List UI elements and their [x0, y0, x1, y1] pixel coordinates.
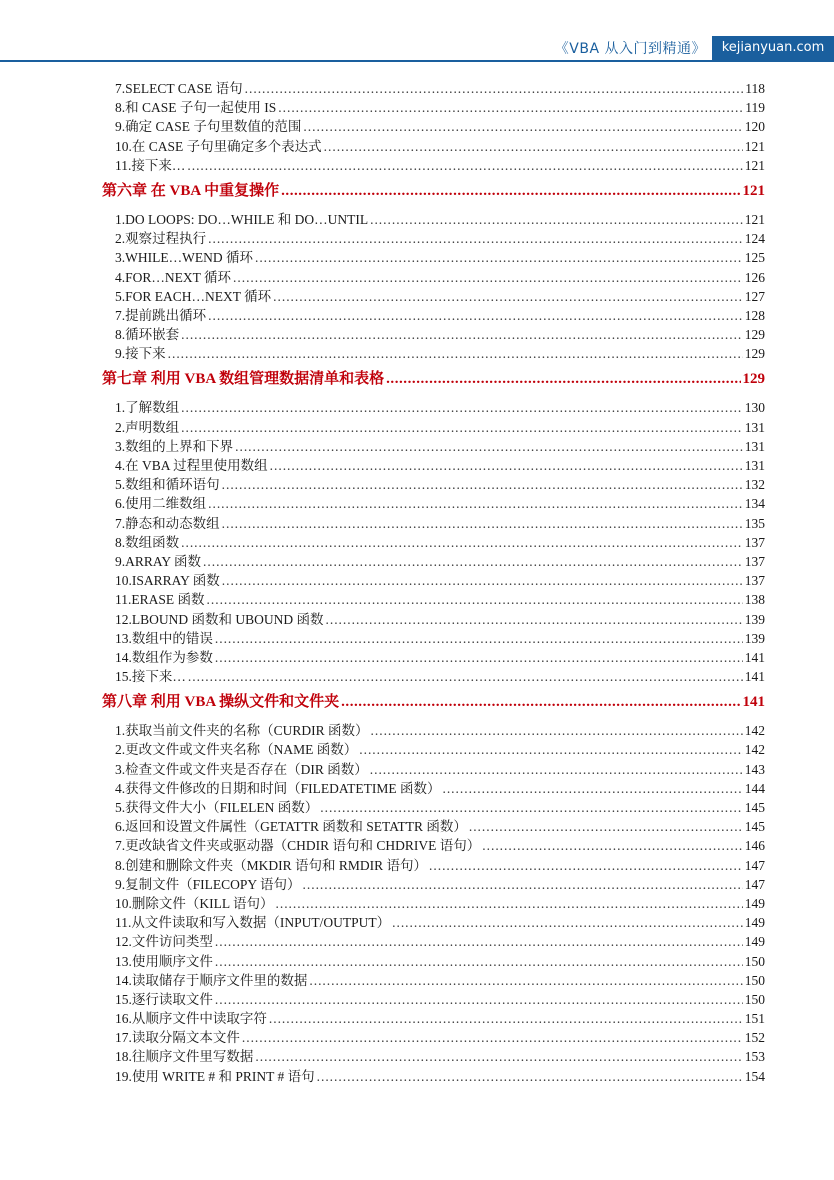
dot-leader [371, 721, 743, 740]
dot-leader [320, 798, 743, 817]
dot-leader [208, 229, 743, 248]
toc-page-number: 137 [744, 573, 765, 589]
toc-entry-title: 18.往顺序文件里写数据 [115, 1049, 254, 1065]
toc-entry[interactable] [115, 98, 765, 117]
chapter-title: 第七章 利用 VBA 数组管理数据清单和表格 [102, 371, 385, 388]
dot-leader [203, 552, 743, 571]
toc-page-number: 121 [744, 138, 765, 154]
chapter-page-number: 141 [742, 694, 765, 711]
toc-entry-title: 5.FOR EACH…NEXT 循环 [115, 288, 272, 304]
toc-entry[interactable] [115, 475, 765, 494]
chapter-heading[interactable] [102, 690, 765, 714]
toc-entry-title: 4.获得文件修改的日期和时间（FILEDATETIME 函数） [115, 780, 441, 796]
toc-entry-title: 2.更改文件或文件夹名称（NAME 函数） [115, 742, 358, 758]
toc-page-number: 147 [744, 876, 765, 892]
toc-entry[interactable] [115, 779, 765, 798]
dot-leader [341, 690, 740, 714]
toc-entry[interactable] [115, 210, 765, 229]
toc-entry[interactable] [115, 798, 765, 817]
toc-page-number: 145 [744, 800, 765, 815]
toc-entry[interactable] [115, 932, 765, 951]
dot-leader [215, 648, 743, 667]
toc-page-number: 132 [744, 477, 765, 493]
dot-leader [187, 156, 742, 175]
toc-entry[interactable] [115, 971, 765, 990]
toc-entry[interactable] [115, 552, 765, 571]
toc-entry-title: 16.从顺序文件中读取字符 [115, 1011, 267, 1027]
toc-entry-title: 10.ISARRAY 函数 [115, 573, 220, 589]
dot-leader [215, 990, 743, 1009]
toc-entry[interactable] [115, 1067, 765, 1086]
dot-leader [207, 590, 743, 609]
toc-entry-title: 12.文件访问类型 [115, 934, 213, 950]
toc-entry[interactable] [115, 1028, 765, 1047]
toc-page-number: 141 [744, 649, 765, 665]
dot-leader [181, 533, 743, 552]
dot-leader [317, 1067, 743, 1086]
dot-leader [482, 836, 742, 855]
toc-entry-title: 1.DO LOOPS: DO…WHILE 和 DO…UNTIL [115, 211, 369, 227]
chapter-heading[interactable] [102, 179, 765, 203]
toc-entry[interactable] [115, 913, 765, 932]
toc-page-number: 138 [744, 592, 765, 608]
dot-leader [303, 875, 743, 894]
dot-leader [359, 740, 743, 759]
toc-page-number: 139 [744, 630, 765, 646]
toc-entry-title: 7.提前跳出循环 [115, 307, 207, 323]
toc-page-number: 154 [744, 1068, 765, 1084]
dot-leader [370, 760, 743, 779]
toc-entry[interactable] [115, 648, 765, 667]
dot-leader [442, 779, 742, 798]
toc-page-number: 142 [744, 742, 765, 758]
toc-entry[interactable] [115, 740, 765, 759]
dot-leader [181, 418, 743, 437]
toc-page-number: 130 [744, 400, 765, 416]
dot-leader [309, 971, 742, 990]
toc-entry-title: 7.更改缺省文件夹或驱动器（CHDIR 语句和 CHDRIVE 语句） [115, 838, 481, 854]
toc-entry[interactable] [115, 836, 765, 855]
dot-leader [188, 667, 743, 686]
toc-page-number: 135 [744, 515, 765, 531]
chapter-page-number: 121 [742, 182, 765, 199]
toc-entry-title: 2.观察过程执行 [115, 231, 207, 247]
toc-entry-title: 12.LBOUND 函数和 UBOUND 函数 [115, 611, 324, 627]
toc-entry[interactable] [115, 418, 765, 437]
toc-entry-title: 4.在 VBA 过程里使用数组 [115, 458, 268, 473]
toc-page-number: 131 [744, 438, 765, 454]
toc-entry[interactable] [115, 514, 765, 533]
page-header [0, 36, 834, 64]
toc-entry-title: 10.在 CASE 子句里确定多个表达式 [115, 138, 322, 154]
toc-entry-title: 13.使用顺序文件 [115, 953, 213, 969]
toc-entry[interactable] [115, 229, 765, 248]
toc-page-number: 119 [745, 100, 765, 116]
toc-page-number: 151 [744, 1011, 765, 1027]
dot-leader [324, 137, 743, 156]
toc-entry[interactable] [115, 817, 765, 836]
dot-leader [222, 475, 743, 494]
toc-entry-title: 5.获得文件大小（FILELEN 函数） [115, 800, 319, 815]
dot-leader [215, 629, 743, 648]
toc-entry[interactable] [115, 344, 765, 363]
dot-leader [255, 1047, 742, 1066]
toc-page-number: 142 [744, 723, 765, 739]
toc-entry-title: 11.ERASE 函数 [115, 592, 205, 608]
toc-entry[interactable] [115, 79, 765, 98]
dot-leader [303, 117, 742, 136]
toc-entry[interactable] [115, 952, 765, 971]
toc-entry-title: 9.复制文件（FILECOPY 语句） [115, 876, 301, 892]
toc-page-number: 127 [744, 288, 765, 304]
toc-entry-title: 3.数组的上界和下界 [115, 438, 234, 454]
toc-entry[interactable] [115, 494, 765, 513]
toc-page-number: 131 [744, 458, 765, 473]
toc-page-number: 147 [744, 857, 765, 873]
toc-entry-title: 11.接下来… [115, 157, 186, 173]
dot-leader [222, 571, 743, 590]
dot-leader [215, 952, 743, 971]
toc-entry-title: 10.删除文件（KILL 语句） [115, 895, 274, 911]
toc-page-number: 149 [744, 934, 765, 950]
chapter-heading[interactable] [102, 367, 765, 391]
dot-leader [269, 1009, 743, 1028]
toc-entry[interactable] [115, 760, 765, 779]
toc-entry-title: 14.读取储存于顺序文件里的数据 [115, 972, 308, 988]
toc-entry-title: 1.获取当前文件夹的名称（CURDIR 函数） [115, 723, 369, 739]
toc-entry[interactable] [115, 248, 765, 267]
dot-leader [469, 817, 743, 836]
dot-leader [181, 325, 743, 344]
toc-page-number: 121 [744, 211, 765, 227]
toc-entry-title: 15.逐行读取文件 [115, 991, 213, 1007]
site-badge: kejianyuan.com [712, 36, 834, 60]
toc-page-number: 137 [744, 553, 765, 569]
dot-leader [222, 514, 743, 533]
header-rule [0, 60, 834, 62]
dot-leader [255, 248, 743, 267]
toc-entry[interactable] [115, 268, 765, 287]
toc-page-number: 137 [744, 534, 765, 550]
dot-leader [235, 437, 743, 456]
dot-leader [392, 913, 743, 932]
toc-entry[interactable] [115, 629, 765, 648]
toc-page-number: 149 [744, 895, 765, 911]
toc-entry[interactable] [115, 456, 765, 475]
toc-entry[interactable] [115, 287, 765, 306]
toc-page-number: 150 [744, 972, 765, 988]
toc-entry-title: 17.读取分隔文本文件 [115, 1030, 240, 1046]
toc-page-number: 153 [744, 1049, 765, 1065]
toc-entry-title: 3.检查文件或文件夹是否存在（DIR 函数） [115, 761, 368, 777]
toc-entry-title: 7.SELECT CASE 语句 [115, 81, 243, 96]
toc-page-number: 120 [744, 119, 765, 135]
toc-page-number: 139 [744, 611, 765, 627]
toc-entry[interactable] [115, 667, 765, 686]
toc-entry-title: 9.ARRAY 函数 [115, 553, 202, 569]
toc-page-number: 125 [744, 250, 765, 266]
toc-entry-title: 9.确定 CASE 子句里数值的范围 [115, 119, 302, 135]
dot-leader [215, 932, 743, 951]
toc-entry-title: 5.数组和循环语句 [115, 477, 220, 493]
dot-leader [281, 179, 740, 203]
toc-entry[interactable] [115, 137, 765, 156]
dot-leader [208, 306, 743, 325]
toc-entry[interactable] [115, 437, 765, 456]
book-title: 《VBA 从入门到精通》 [554, 41, 706, 57]
toc-entry[interactable] [115, 533, 765, 552]
toc-entry-title: 13.数组中的错误 [115, 630, 213, 646]
toc-entry-title: 8.循环嵌套 [115, 327, 180, 343]
dot-leader [242, 1028, 743, 1047]
dot-leader [326, 610, 743, 629]
toc-entry[interactable] [115, 306, 765, 325]
toc-entry[interactable] [115, 590, 765, 609]
toc-entry-title: 15.接下来… [115, 669, 186, 685]
toc-entry-title: 9.接下来 [115, 346, 166, 362]
dot-leader [276, 894, 743, 913]
toc-entry-title: 19.使用 WRITE # 和 PRINT # 语句 [115, 1068, 315, 1084]
toc-page-number: 129 [744, 346, 765, 362]
toc-entry[interactable] [115, 1047, 765, 1066]
toc-page-number: 149 [744, 915, 765, 931]
toc-page-number: 150 [744, 953, 765, 969]
toc-entry[interactable] [115, 325, 765, 344]
toc-page-number: 118 [745, 81, 765, 96]
toc-page-number: 146 [744, 838, 765, 854]
toc-entry-title: 1.了解数组 [115, 400, 180, 416]
toc-entry-title: 14.数组作为参数 [115, 649, 213, 665]
toc-entry-title: 3.WHILE…WEND 循环 [115, 250, 253, 266]
toc-entry[interactable] [115, 721, 765, 740]
toc-entry-title: 8.创建和删除文件夹（MKDIR 语句和 RMDIR 语句） [115, 857, 428, 873]
dot-leader [270, 456, 743, 475]
dot-leader [429, 856, 743, 875]
toc-entry[interactable] [115, 610, 765, 629]
toc-entry[interactable] [115, 156, 765, 175]
toc-entry-title: 6.返回和设置文件属性（GETATTR 函数和 SETATTR 函数） [115, 819, 467, 835]
toc-page-number: 145 [744, 819, 765, 835]
dot-leader [386, 367, 740, 391]
chapter-page-number: 129 [742, 371, 765, 388]
dot-leader [370, 210, 743, 229]
toc-page-number: 126 [744, 269, 765, 285]
dot-leader [233, 268, 743, 287]
toc-page-number: 144 [744, 780, 765, 796]
dot-leader [181, 398, 743, 417]
toc-page-number: 129 [744, 327, 765, 343]
toc-entry-title: 7.静态和动态数组 [115, 515, 220, 531]
chapter-title: 第六章 在 VBA 中重复操作 [102, 182, 280, 199]
toc-entry[interactable] [115, 1009, 765, 1028]
chapter-title: 第八章 利用 VBA 操纵文件和文件夹 [102, 694, 340, 711]
toc-page-number: 121 [744, 157, 765, 173]
toc-entry-title: 8.和 CASE 子句一起使用 IS [115, 100, 277, 116]
dot-leader [273, 287, 743, 306]
table-of-contents [102, 79, 765, 1086]
toc-page-number: 131 [744, 419, 765, 435]
toc-entry-title: 11.从文件读取和写入数据（INPUT/OUTPUT） [115, 915, 391, 931]
toc-entry[interactable] [115, 856, 765, 875]
toc-entry-title: 2.声明数组 [115, 419, 180, 435]
toc-entry[interactable] [115, 894, 765, 913]
toc-page-number: 128 [744, 307, 765, 323]
toc-page-number: 152 [744, 1030, 765, 1046]
toc-page-number: 124 [744, 231, 765, 247]
toc-entry-title: 8.数组函数 [115, 534, 180, 550]
toc-entry[interactable] [115, 875, 765, 894]
toc-entry[interactable] [115, 571, 765, 590]
toc-entry[interactable] [115, 398, 765, 417]
toc-entry-title: 4.FOR…NEXT 循环 [115, 269, 232, 285]
toc-entry[interactable] [115, 990, 765, 1009]
toc-entry[interactable] [115, 117, 765, 136]
dot-leader [245, 79, 744, 98]
dot-leader [208, 494, 743, 513]
toc-page-number: 150 [744, 991, 765, 1007]
toc-page-number: 134 [744, 496, 765, 512]
toc-page-number: 143 [744, 761, 765, 777]
toc-entry-title: 6.使用二维数组 [115, 496, 207, 512]
dot-leader [168, 344, 743, 363]
toc-page-number: 141 [744, 669, 765, 685]
dot-leader [278, 98, 743, 117]
